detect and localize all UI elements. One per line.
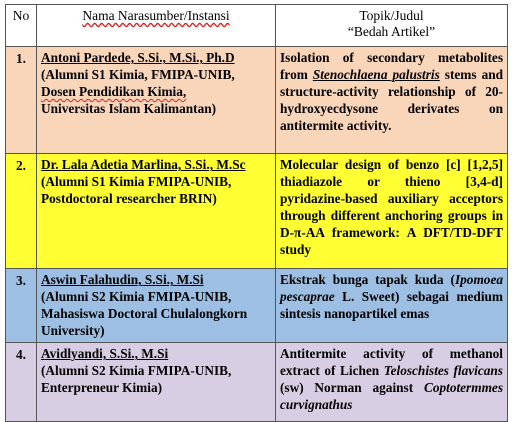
topic-cell: Isolation of secondary metabolites from Stenochlaena palustris stems and structure-activity relationship of 20-hydroxyecdysone derivates on antitermite activity. bbox=[276, 47, 508, 154]
species-name: Ipomoea pescaprae bbox=[280, 272, 503, 304]
table-row bbox=[6, 154, 508, 269]
header-topic-line1: Topik/Judul bbox=[359, 8, 424, 23]
species-name: Stenochlaena palustris bbox=[312, 67, 440, 82]
speaker-name: Antoni Pardede, S.Si., M.Si., Ph.D bbox=[41, 50, 235, 65]
affiliation-line: (Alumni S2 Kimia FMIPA-UNIB, bbox=[41, 289, 232, 304]
topic-cell: Ekstrak bunga tapak kuda (Ipomoea pescaprae L. Sweet) sebagai medium sintesis nanopartikel emas bbox=[276, 269, 508, 343]
affiliation-line: Universitas Islam Kalimantan) bbox=[41, 101, 217, 116]
speaker-table bbox=[5, 4, 508, 422]
header-no: No bbox=[6, 5, 37, 47]
affiliation-line: (Alumni S1 Kimia, FMIPA-UNIB, bbox=[41, 67, 235, 82]
row-number: 3. bbox=[6, 269, 37, 343]
affiliation-line: (Alumni S2 Kimia FMIPA-UNIB, bbox=[41, 363, 232, 378]
speaker-cell bbox=[37, 47, 276, 154]
speaker-name: Aswin Falahudin, S.Si., M.Si bbox=[41, 272, 204, 287]
table-row bbox=[6, 47, 508, 154]
speaker-name: Dr. Lala Adetia Marlina, S.Si., M.Sc bbox=[41, 157, 246, 172]
header-topic bbox=[276, 5, 508, 47]
row-number: 1. bbox=[6, 47, 37, 154]
table-header-row bbox=[6, 5, 508, 47]
affiliation-line: Dosen Pendidikan Kimia, bbox=[41, 84, 187, 99]
speaker-cell bbox=[37, 154, 276, 269]
speaker-cell bbox=[37, 269, 276, 343]
affiliation-line: Enterpreneur Kimia) bbox=[41, 380, 163, 395]
row-number: 4. bbox=[6, 343, 37, 422]
topic-cell: Molecular design of benzo [c] [1,2,5] thiadiazole or thieno [3,4-d] pyridazine-based auxiliary acceptors through different anchoring groups in D-π-AA framework: A DFT/TD-DFT study bbox=[276, 154, 508, 269]
row-number: 2. bbox=[6, 154, 37, 269]
header-topic-line2: “Bedah Artikel” bbox=[347, 24, 436, 39]
header-name: Nama Narasumber/Instansi bbox=[37, 5, 276, 47]
affiliation-line: Postdoctoral researcher BRIN) bbox=[41, 191, 217, 206]
speaker-table-container bbox=[5, 4, 507, 422]
affiliation-line: University) bbox=[41, 323, 105, 338]
topic-cell: Antitermite activity of methanol extract of Lichen Teloschistes flavicans (sw) Norman against Coptotermmes curvignathus bbox=[276, 343, 508, 422]
species-name: Coptotermmes curvignathus bbox=[280, 380, 503, 412]
species-name: Teloschistes flavicans bbox=[383, 363, 503, 378]
affiliation-line: (Alumni S1 Kimia FMIPA-UNIB, bbox=[41, 174, 232, 189]
table-row bbox=[6, 343, 508, 422]
speaker-name: Avidlyandi, S.Si., M.Si bbox=[41, 346, 169, 361]
affiliation-line: Mahasiswa Doctoral Chulalongkorn bbox=[41, 306, 248, 321]
table-row bbox=[6, 269, 508, 343]
speaker-cell bbox=[37, 343, 276, 422]
